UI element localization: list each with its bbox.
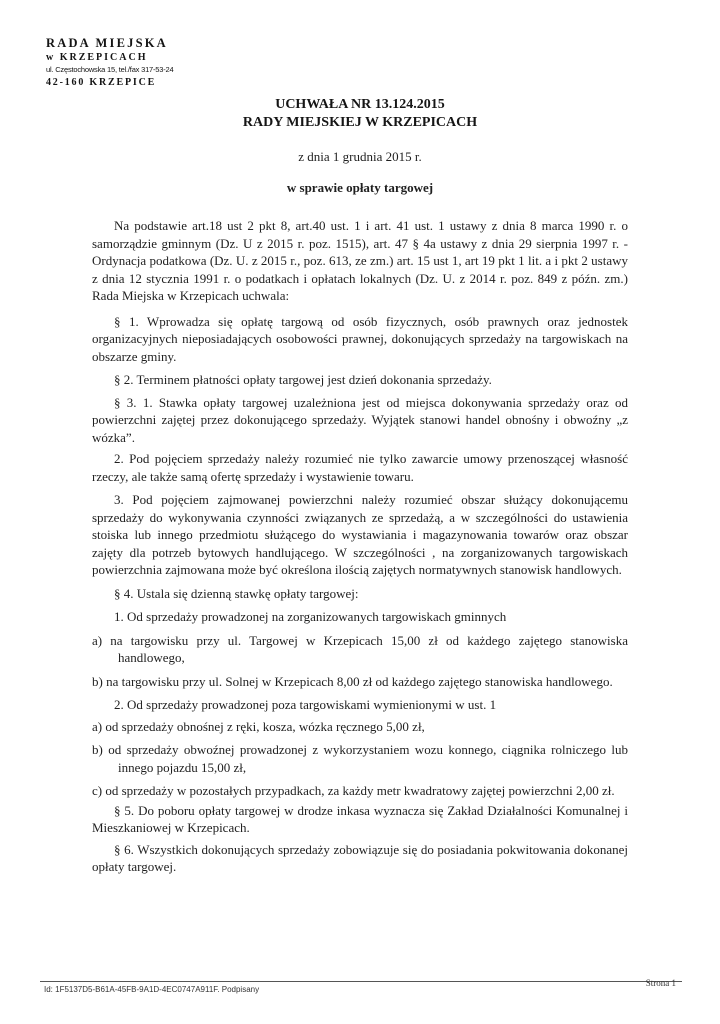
section-4-subsection-1-item-b: b) na targowisku przy ul. Solnej w Krzepicach 8,00 zł od każdego zajętego stanowiska handlowego. — [92, 673, 613, 689]
document-id: Id: 1F5137D5-B61A-45FB-9A1D-4EC0747A911F. Podpisany — [44, 985, 260, 994]
section-4-subsection-2: 2. Od sprzedaży prowadzonej poza targowiskami wymienionymi w ust. 1 — [114, 697, 497, 712]
stamp-line-address: ul. Częstochowska 15, tel./fax 317-53-24 — [46, 65, 174, 74]
resolution-title-line-2: RADY MIEJSKIEJ W KRZEPICACH — [242, 115, 478, 130]
resolution-content — [92, 96, 628, 876]
footer-divider — [40, 981, 682, 982]
section-3-item-1: § 3. 1. Stawka opłaty targowej uzależniona jest od miejsca dokonywania sprzedaży oraz od powierzchni zajętej przez dokonującego sprzedaży. Wyjątek stanowi handel obnośny i obwoźny „z wózka”. — [92, 394, 628, 445]
resolution-subject: w sprawie opłaty targowej — [286, 180, 434, 195]
section-4-subsection-2-item-a: a) od sprzedaży obnośnej z ręki, kosza, wózka ręcznego 5,00 zł, — [92, 718, 425, 734]
section-4-subsection-1-item-a: a) na targowisku przy ul. Targowej w Krzepicach 15,00 zł od każdego zajętego stanowiska handlowego, — [92, 632, 628, 665]
resolution-date: z dnia 1 grudnia 2015 r. — [298, 149, 422, 164]
section-6: § 6. Wszystkich dokonujących sprzedaży zobowiązuje się do posiadania pokwitowania dokonanej opłaty targowej. — [92, 841, 628, 874]
page-number: Strona 1 — [645, 978, 676, 988]
section-4-subsection-2-item-c: c) od sprzedaży w pozostałych przypadkach, za każdy metr kwadratowy zajętej powierzchni 2,00 zł. — [92, 783, 615, 798]
resolution-title-line-1: UCHWAŁA NR 13.124.2015 — [275, 97, 445, 112]
section-4-subsection-1: 1. Od sprzedaży prowadzonej na zorganizowanych targowiskach gminnych — [114, 609, 507, 624]
section-4-lead: § 4. Ustala się dzienną stawkę opłaty targowej: — [114, 585, 359, 601]
section-3-item-2: 2. Pod pojęciem sprzedaży należy rozumieć nie tylko zawarcie umowy przenoszącej własność rzeczy, ale także samą ofertę sprzedaży i wystawienie towaru. — [92, 451, 628, 484]
section-4-subsection-2-item-b: b) od sprzedaży obwoźnej prowadzonej z wykorzystaniem wozu konnego, ciągnika rolniczego lub innego pojazdu 15,00 zł, — [92, 742, 628, 775]
stamp-line-town: w KRZEPICACH — [46, 52, 148, 63]
section-3-item-3: 3. Pod pojęciem zajmowanej powierzchni należy rozumieć obszar służący dokonującemu sprzedaży do wykonywania czynności związanych ze sprzedażą, a w szczególności do ustawienia stoiska lub innego przedmiotu służącego do wystawiania i magazynowania towarów oraz obszar zajęty dla potrzeb bytowych handlującego. W szczególności , na zorganizowanych targowiskach powierzchnia zajmowana może być określona ilością zajętych normatywnych stanowisk handlowych. — [92, 492, 628, 577]
section-1: § 1. Wprowadza się opłatę targową od osób fizycznych, osób prawnych oraz jednostek organizacyjnych nieposiadających osobowości prawnej, dokonujących sprzedaży na targowiskach na obszarze gminy. — [92, 313, 628, 364]
section-5: § 5. Do poboru opłaty targowej w drodze inkasa wyznacza się Zakład Działalności Komunalnej i Mieszkaniowej w Krzepicach. — [92, 802, 628, 835]
council-stamp — [46, 36, 174, 89]
section-2: § 2. Terminem płatności opłaty targowej jest dzień dokonania sprzedaży. — [114, 372, 492, 387]
stamp-line-council: RADA MIEJSKA — [46, 36, 168, 50]
legal-basis-paragraph: Na podstawie art.18 ust 2 pkt 8, art.40 ust. 1 i art. 41 ust. 1 ustawy z dnia 8 marca 1990 r. o samorządzie gminnym (Dz. U z 2015 r. poz. 1515), art. 47 § 4a ustawy z dnia 29 sierpnia 1997 r. - Ordynacja podatkowa (Dz. U. z 2015 r., poz. 613, ze zm.) art. 15 ust 1, art 19 pkt 1 lit. a i pkt 2 ustawy z dnia 12 stycznia 1991 r. o podatkach i opłatach lokalnych (Dz. U. z 2014 r. poz. 849 z późn. zm.) Rada Miejska w Krzepicach uchwala: — [92, 218, 628, 303]
stamp-line-postcode: 42-160 KRZEPICE — [46, 77, 157, 88]
